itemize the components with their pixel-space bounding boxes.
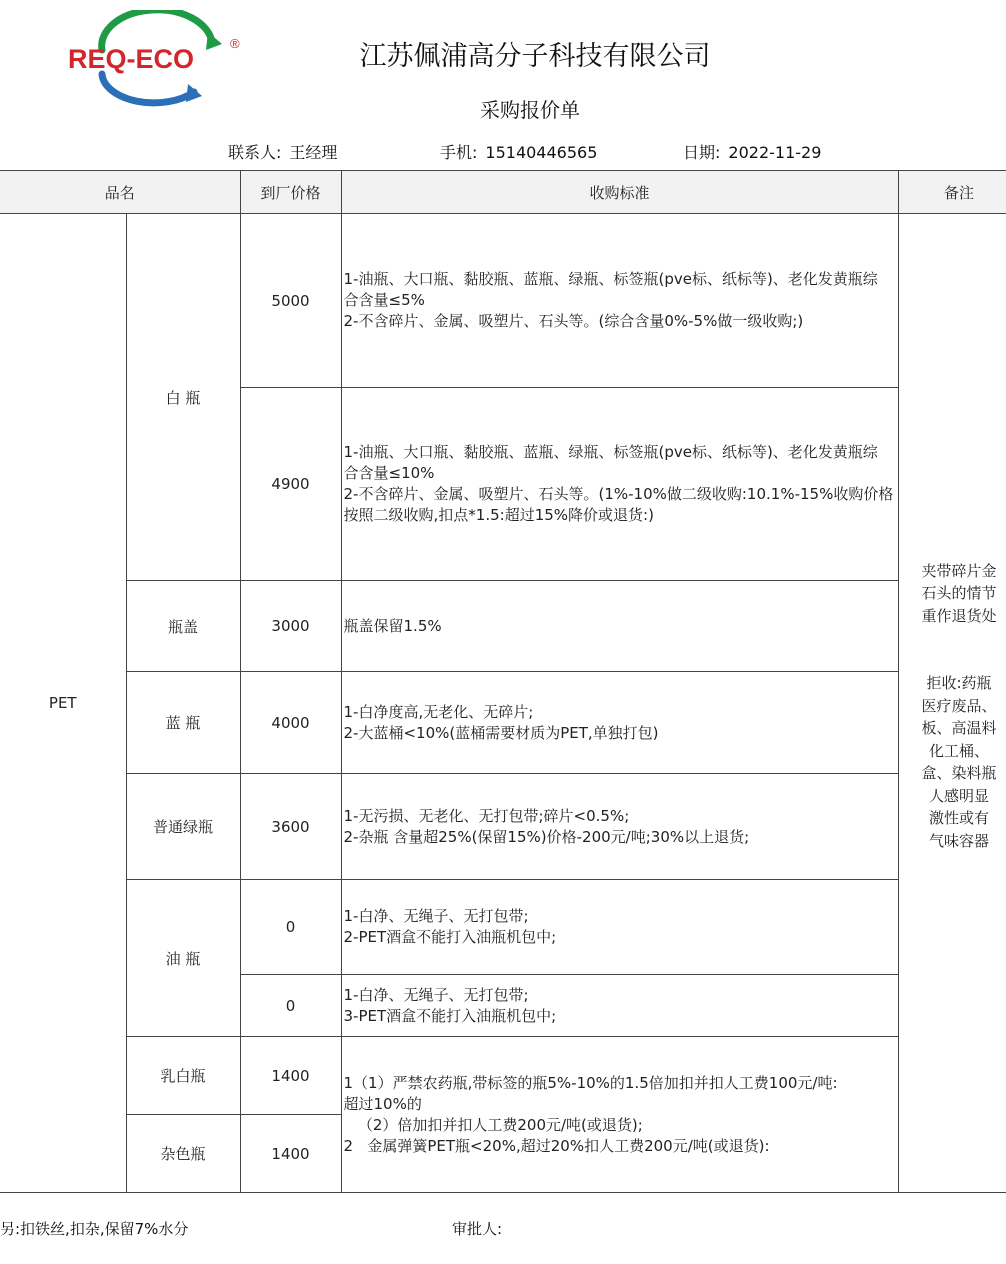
table-header-row — [0, 171, 1006, 214]
phone-info — [440, 140, 597, 163]
price-cell: 3000 — [240, 581, 341, 672]
price-cell: 0 — [240, 975, 341, 1037]
standard-cell — [341, 880, 898, 975]
standard-cell — [341, 1037, 898, 1193]
remark-line: 重作退货处 — [921, 606, 997, 625]
standard-line: 2-不含碎片、金属、吸塑片、石头等。(1%-10%做二级收购:10.1%-15%收购价格 — [343, 485, 894, 503]
subcategory-cell: 杂色瓶 — [126, 1115, 240, 1193]
standard-line: 按照二级收购,扣点*1.5:超过15%降价或退货:) — [343, 506, 654, 524]
subcategory-cell: 蓝 瓶 — [126, 672, 240, 774]
remark-line — [899, 650, 1006, 673]
subcategory-cell: 普通绿瓶 — [126, 774, 240, 880]
quote-table — [0, 170, 1006, 1193]
footer-note: 另:扣铁丝,扣杂,保留7%水分 — [0, 1220, 189, 1238]
price-cell: 5000 — [240, 214, 341, 388]
date-label: 日期: — [683, 143, 721, 162]
remark-line: 盒、染料瓶 — [921, 764, 997, 783]
document-title: 采购报价单 — [480, 98, 580, 122]
standard-cell — [341, 975, 898, 1037]
table-row — [0, 880, 1006, 975]
remark-line: 夹带碎片金 — [921, 561, 997, 580]
standard-line: 1（1）严禁农药瓶,带标签的瓶5%-10%的1.5倍加扣并扣人工费100元/吨: — [343, 1073, 838, 1092]
table-row — [0, 581, 1006, 672]
contact-value: 王经理 — [289, 143, 338, 162]
standard-cell — [341, 581, 898, 672]
price-cell: 4000 — [240, 672, 341, 774]
standard-cell — [341, 672, 898, 774]
header-remark: 备注 — [898, 171, 1006, 214]
standard-line: 瓶盖保留1.5% — [343, 616, 442, 635]
remark-line: 气味容器 — [929, 831, 990, 850]
standard-line: 超过10%的 — [343, 1094, 422, 1113]
subcategory-cell: 瓶盖 — [126, 581, 240, 672]
remark-line: 拒收:药瓶 — [926, 674, 992, 693]
standard-line: 1-油瓶、大口瓶、黏胶瓶、蓝瓶、绿瓶、标签瓶(pve标、纸标等)、老化发黄瓶综 — [343, 270, 878, 288]
contact-label: 联系人: — [228, 143, 282, 162]
header-price: 到厂价格 — [240, 171, 341, 214]
subcategory-cell: 白 瓶 — [126, 214, 240, 581]
standard-line: 合含量≤5% — [343, 291, 425, 309]
category-cell: PET — [0, 214, 126, 1193]
table-row — [0, 672, 1006, 774]
standard-line: 合含量≤10% — [343, 464, 435, 482]
standard-line: 1-白净度高,无老化、无碎片; — [343, 702, 534, 721]
standard-cell — [341, 388, 898, 581]
standard-line: 2-不含碎片、金属、吸塑片、石头等。(综合含量0%-5%做一级收购;) — [343, 312, 804, 330]
standard-line: 2-大蓝桶<10%(蓝桶需要材质为PET,单独打包) — [343, 723, 659, 742]
price-cell: 0 — [240, 880, 341, 975]
remark-line: 板、高温料 — [921, 719, 997, 738]
company-logo — [62, 10, 252, 110]
header-name: 品名 — [0, 171, 240, 214]
company-name: 江苏佩浦高分子科技有限公司 — [359, 41, 711, 72]
subcategory-cell: 乳白瓶 — [126, 1037, 240, 1115]
standard-line: 1-白净、无绳子、无打包带; — [343, 985, 529, 1004]
standard-line: （2）倍加扣并扣人工费200元/吨(或退货); — [343, 1115, 643, 1134]
remark-cell — [898, 214, 1006, 1193]
phone-label: 手机: — [440, 143, 478, 162]
approver-label: 审批人: — [452, 1220, 503, 1238]
price-cell: 1400 — [240, 1037, 341, 1115]
remark-line: 医疗废品、 — [921, 696, 997, 715]
standard-cell — [341, 774, 898, 880]
standard-line: 3-PET酒盒不能打入油瓶机包中; — [343, 1006, 557, 1025]
remark-line — [899, 627, 1006, 650]
logo-registered-mark: ® — [230, 36, 240, 51]
phone-value: 15140446565 — [485, 143, 598, 162]
price-cell: 4900 — [240, 388, 341, 581]
price-cell: 3600 — [240, 774, 341, 880]
remark-line: 化工桶、 — [929, 741, 990, 760]
table-row — [0, 1037, 1006, 1115]
standard-line: 2-PET酒盒不能打入油瓶机包中; — [343, 928, 557, 946]
logo-wordmark: REQ-ECO — [68, 44, 195, 74]
table-row — [0, 774, 1006, 880]
remark-line: 人感明显 — [929, 786, 990, 805]
standard-line: 1-无污损、无老化、无打包带;碎片<0.5%; — [343, 806, 630, 825]
standard-line: 1-白净、无绳子、无打包带; — [343, 907, 529, 925]
contact-info — [228, 140, 337, 163]
date-value: 2022-11-29 — [728, 143, 822, 162]
date-info — [683, 140, 821, 163]
standard-line: 1-油瓶、大口瓶、黏胶瓶、蓝瓶、绿瓶、标签瓶(pve标、纸标等)、老化发黄瓶综 — [343, 443, 878, 461]
remark-line: 石头的情节 — [921, 584, 997, 603]
price-cell: 1400 — [240, 1115, 341, 1193]
standard-cell — [341, 214, 898, 388]
standard-line: 2-杂瓶 含量超25%(保留15%)价格-200元/吨;30%以上退货; — [343, 827, 750, 846]
remark-line: 激性或有 — [929, 809, 990, 828]
table-row — [0, 214, 1006, 388]
header-standard: 收购标准 — [341, 171, 898, 214]
subcategory-cell: 油 瓶 — [126, 880, 240, 1037]
standard-line: 2 金属弹簧PET瓶<20%,超过20%扣人工费200元/吨(或退货): — [343, 1136, 770, 1155]
